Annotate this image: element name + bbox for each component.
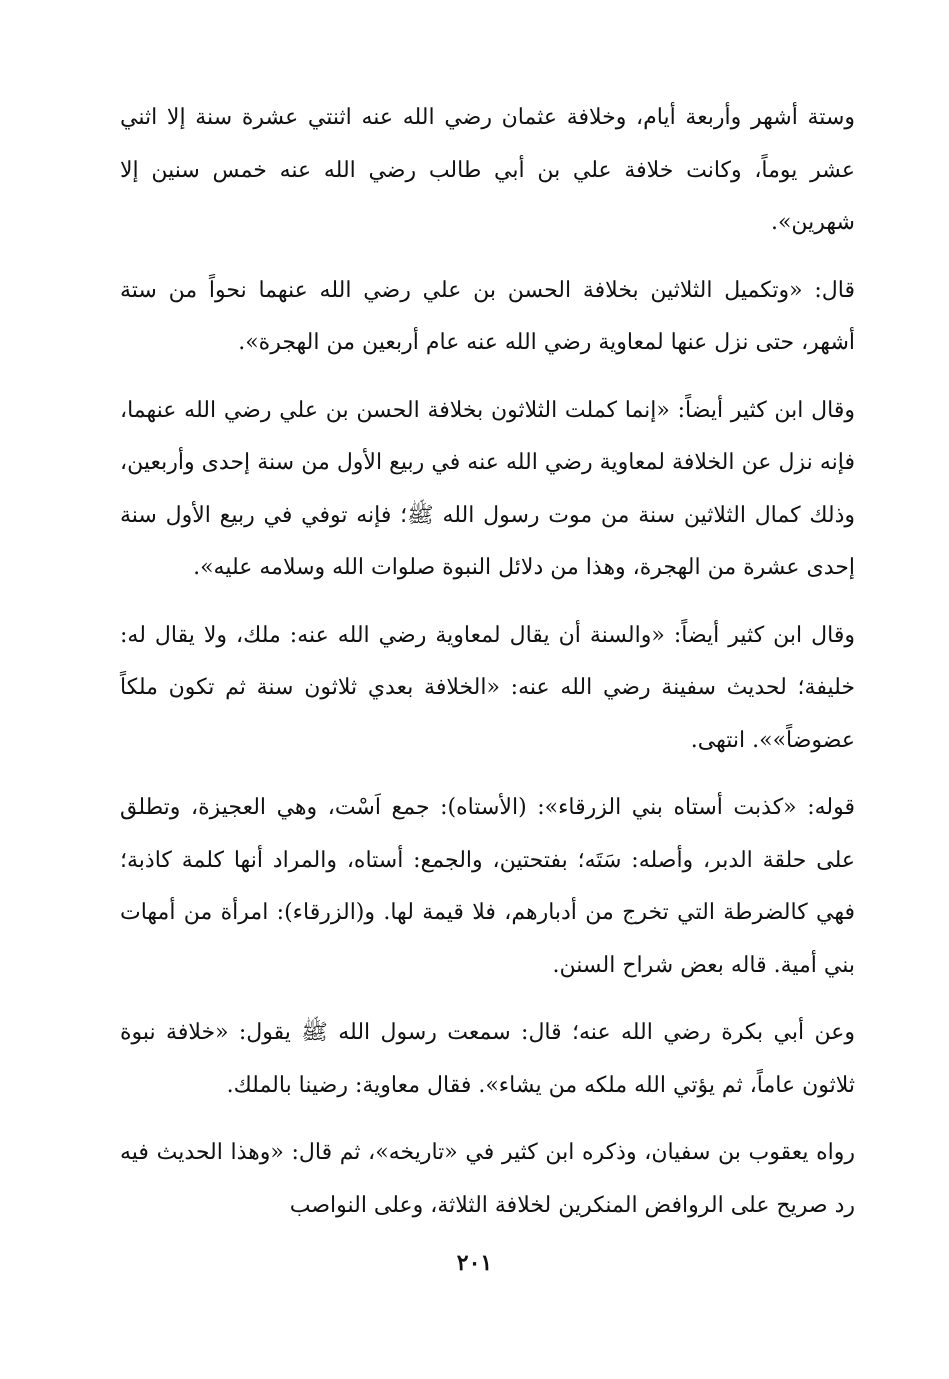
paragraph-hasan-completion: قال: «وتكميل الثلاثين بخلافة الحسن بن علي رضي الله عنهما نحواً من ستة أشهر، حتى نزل عنها لمعاوية رضي الله عنه عام أربعين من الهجرة».: [120, 277, 855, 355]
paragraph-commentary-astah: قوله: «كذبت أستاه بني الزرقاء»: (الأستاه): جمع اَسْت، وهي العجيزة، وتطلق على حلقة الدبر، وأصله: سَتَه؛ بفتحتين، والجمع: أستاه، والمراد أنها كلمة كاذبة؛ فهي كالضرطة التي تخرج من أدبارهم، فلا قيمة لها. و(الزرقاء): امرأة من أمهات بني أمية. قاله بعض شراح السنن.: [120, 795, 855, 978]
paragraph-yaqub-narration: رواه يعقوب بن سفيان، وذكره ابن كثير في «تاريخه»، ثم قال: «وهذا الحديث فيه رد صريح على الروافض المنكرين لخلافة الثلاثة، وعلى النواصب: [120, 1140, 855, 1218]
paragraph-ibn-kathir-muawiya-king: وقال ابن كثير أيضاً: «والسنة أن يقال لمعاوية رضي الله عنه: ملك، ولا يقال له: خليفة؛ لحديث سفينة رضي الله عنه: «الخلافة بعدي ثلاثون سنة ثم تكون ملكاً عضوضاً»». انتهى.: [120, 622, 855, 753]
page-number: ٢٠١: [456, 1250, 493, 1276]
paragraph-ibn-kathir-thirty-years: وقال ابن كثير أيضاً: «إنما كملت الثلاثون بخلافة الحسن بن علي رضي الله عنهما، فإنه نزل عن الخلافة لمعاوية رضي الله عنه في ربيع الأول من سنة إحدى وأربعين، وذلك كمال الثلاثين سنة من موت رسول الله ﷺ؛ فإنه توفي في ربيع الأول سنة إحدى عشرة من الهجرة، وهذا من دلائل النبوة صلوات الله وسلامه عليه».: [120, 397, 855, 580]
page-body-text: [120, 92, 855, 1247]
paragraph-abu-bakra-hadith: وعن أبي بكرة رضي الله عنه؛ قال: سمعت رسول الله ﷺ يقول: «خلافة نبوة ثلاثون عاماً، ثم يؤتي الله ملكه من يشاء». فقال معاوية: رضينا بالملك.: [120, 1020, 855, 1098]
paragraph-caliphate-durations: وستة أشهر وأربعة أيام، وخلافة عثمان رضي الله عنه اثنتي عشرة سنة إلا اثني عشر يوماً، وكانت خلافة علي بن أبي طالب رضي الله عنه خمس سنين إلا شهرين».: [120, 105, 855, 235]
